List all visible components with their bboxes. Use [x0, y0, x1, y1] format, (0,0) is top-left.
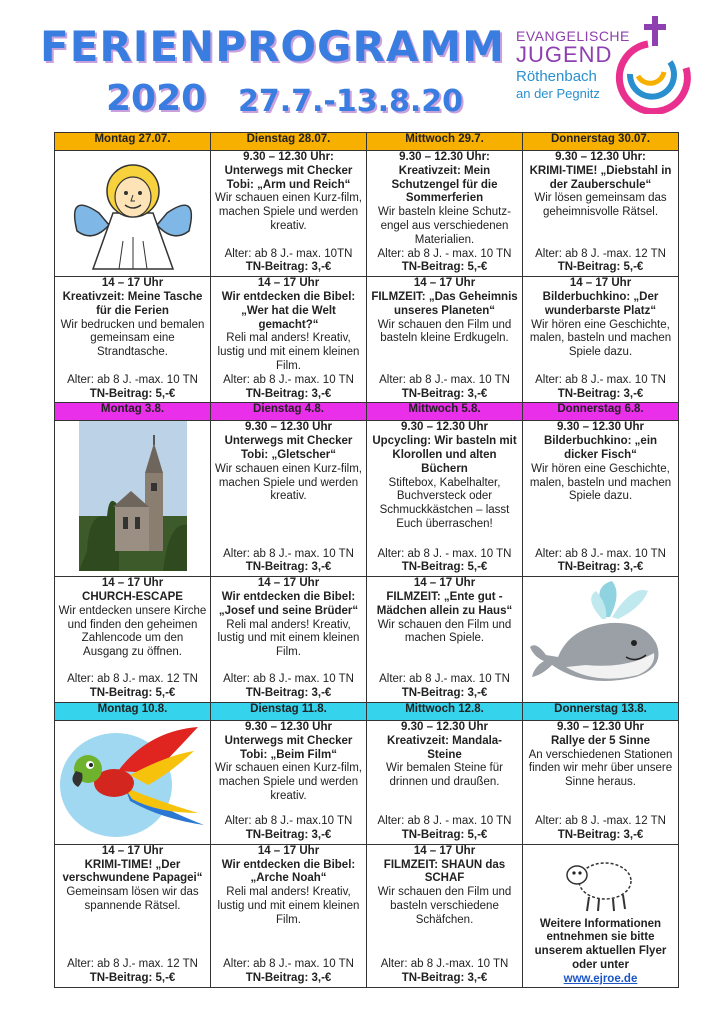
event-description: Wir schauen den Film und machen Spiele.: [377, 618, 512, 645]
event-title: Bilderbuchkino: „ein dicker Fisch“: [543, 435, 658, 461]
event-age: Alter: ab 8 J.- max.10 TN: [224, 815, 353, 828]
week-header-row: [55, 403, 679, 421]
image-cell: [55, 421, 211, 577]
event-fee: TN-Beitrag: 5,-€: [89, 971, 176, 984]
event-cell: [523, 277, 679, 403]
event-description: Gemeinsam lösen wir das spannende Rätsel.: [66, 886, 199, 912]
event-time: 14 – 17 Uhr: [101, 577, 164, 590]
event-time: 14 – 17 Uhr: [257, 844, 320, 857]
event-time: 9.30 – 12.30 Uhr: [557, 720, 644, 733]
event-description: Wir lösen gemeinsam das geheimnisvolle Rätsel.: [534, 192, 667, 219]
event-fee: TN-Beitrag: 3,-€: [245, 687, 332, 700]
event-time: 9.30 – 12.30 Uhr: [557, 421, 644, 434]
program-table: [54, 132, 679, 988]
logo-line-3: Röthenbach: [516, 68, 597, 85]
event-fee: TN-Beitrag: 3,-€: [401, 971, 488, 984]
whale-icon: [526, 577, 676, 697]
event-age: Alter: ab 8 J.- max. 10 TN: [223, 373, 354, 386]
event-fee: TN-Beitrag: 5,-€: [89, 387, 176, 400]
event-time: 14 – 17 Uhr: [569, 277, 632, 290]
image-cell: [55, 151, 211, 277]
event-cell: [211, 844, 367, 987]
event-time: 9.30 – 12.30 Uhr: [401, 421, 488, 434]
afternoon-row: [55, 844, 679, 987]
event-description: Wir hören eine Geschichte, malen, basteln und machen Spiele dazu.: [529, 462, 672, 503]
event-cell: [367, 151, 523, 277]
event-age: Alter: ab 8 J.- max. 10 TN: [223, 957, 354, 970]
event-cell: [367, 844, 523, 987]
event-cell: [523, 421, 679, 577]
morning-row: [55, 151, 679, 277]
event-age: Alter: ab 8 J.- max. 10 TN: [535, 547, 666, 560]
parrot-icon: [58, 721, 208, 839]
afternoon-row: [55, 577, 679, 703]
event-description: Wir hören eine Geschichte, malen, basteln und machen Spiele dazu.: [529, 318, 672, 359]
day-header: Mittwoch 29.7.: [367, 133, 523, 151]
event-time: 14 – 17 Uhr: [413, 577, 476, 590]
event-title: Kreativzeit: Mandala-Steine: [386, 734, 503, 761]
event-fee: TN-Beitrag: 3,-€: [401, 687, 488, 700]
day-header: Montag 3.8.: [55, 403, 211, 421]
event-age: Alter: ab 8 J. -max. 12 TN: [535, 247, 666, 260]
event-fee: TN-Beitrag: 3,-€: [245, 561, 332, 574]
event-title: FILMZEIT: „Ente gut - Mädchen allein zu Haus“: [376, 590, 513, 617]
website-link[interactable]: www.ejroe.de: [563, 972, 638, 985]
day-header: Donnerstag 13.8.: [523, 702, 679, 720]
event-age: Alter: ab 8 J.- max. 10 TN: [223, 547, 354, 560]
event-age: Alter: ab 8 J. -max. 12 TN: [535, 815, 666, 828]
event-description: Wir bemalen Steine für drinnen und draußen.: [386, 762, 503, 789]
event-title: KRIMI-TIME! „Der verschwundene Papagei“: [62, 858, 203, 885]
day-header: Montag 27.07.: [55, 133, 211, 151]
event-description: Wir schauen einen Kurz-film, machen Spiele und werden kreativ.: [215, 192, 362, 232]
image-cell: [523, 577, 679, 703]
event-description: Wir bedrucken und bemalen gemeinsam eine Strandtasche.: [60, 318, 205, 359]
event-fee: TN-Beitrag: 3,-€: [557, 561, 644, 574]
day-header: Mittwoch 12.8.: [367, 702, 523, 720]
event-fee: TN-Beitrag: 5,-€: [89, 687, 176, 700]
event-age: Alter: ab 8 J. - max. 10 TN: [377, 547, 512, 560]
event-age: Alter: ab 8 J.-max. 10 TN: [380, 957, 509, 970]
event-cell: [211, 151, 367, 277]
event-time: 14 – 17 Uhr: [257, 277, 320, 290]
info-text: Weitere Informationen entnehmen sie bitte unserem aktuellen Flyer oder unter: [534, 917, 667, 971]
event-title: KRIMI-TIME! „Diebstahl in der Zauberschule“: [529, 164, 672, 191]
event-title: Unterwegs mit Checker Tobi: „Beim Film“: [224, 734, 353, 761]
event-age: Alter: ab 8 J.- max. 10TN: [224, 247, 353, 260]
event-fee: TN-Beitrag: 5,-€: [557, 261, 644, 274]
event-cell: [367, 421, 523, 577]
event-fee: TN-Beitrag: 5,-€: [401, 828, 488, 841]
event-title: CHURCH-ESCAPE: [82, 590, 183, 603]
sheep-icon: [561, 853, 641, 913]
event-cell: [367, 577, 523, 703]
event-age: Alter: ab 8 J.- max. 10 TN: [223, 673, 354, 686]
event-age: Alter: ab 8 J.- max. 10 TN: [379, 373, 510, 386]
event-cell: [211, 277, 367, 403]
event-description: Wir schauen den Film und basteln verschiedene Schäfchen.: [377, 886, 512, 926]
image-cell: [55, 720, 211, 844]
event-description: Wir schauen den Film und basteln kleine Erdkugeln.: [377, 318, 512, 345]
event-fee: TN-Beitrag: 3,-€: [401, 387, 488, 400]
event-description: Stiftebox, Kabelhalter, Buchversteck oder Schmuckkästchen – lasst Euch überraschen!: [379, 476, 510, 530]
event-age: Alter: ab 8 J. - max. 10 TN: [377, 247, 512, 260]
day-header: Mittwoch 5.8.: [367, 403, 523, 421]
event-description: An verschiedenen Stationen finden wir mehr über unsere Sinne heraus.: [528, 748, 673, 789]
event-time: 14 – 17 Uhr: [101, 277, 164, 290]
day-header: Donnerstag 30.07.: [523, 133, 679, 151]
event-cell: [523, 720, 679, 844]
event-fee: TN-Beitrag: 3,-€: [245, 971, 332, 984]
event-title: Rallye der 5 Sinne: [550, 734, 651, 747]
event-description: Reli mal anders! Kreativ, lustig und mit einem kleinen Film.: [217, 332, 360, 372]
event-cell: [367, 720, 523, 844]
event-fee: TN-Beitrag: 5,-€: [401, 561, 488, 574]
event-description: Wir schauen einen Kurz-film, machen Spiele und werden kreativ.: [215, 762, 362, 802]
day-header: Dienstag 4.8.: [211, 403, 367, 421]
event-time: 9.30 – 12.30 Uhr:: [399, 151, 490, 163]
logo-line-4: an der Pegnitz: [516, 86, 600, 101]
event-title: Unterwegs mit Checker Tobi: „Arm und Reich“: [224, 164, 353, 191]
event-title: Wir entdecken die Bibel: „Josef und seine Brüder“: [218, 590, 359, 617]
page-date-range: 27.7.-13.8.20: [238, 84, 464, 119]
event-time: 9.30 – 12.30 Uhr:: [555, 151, 646, 163]
day-header: Montag 10.8.: [55, 702, 211, 720]
event-age: Alter: ab 8 J.- max. 10 TN: [379, 673, 510, 686]
logo-line-1: EVANGELISCHE: [516, 28, 630, 44]
event-description: Wir entdecken unsere Kirche und finden den geheimen Zahlencode um den Ausgang zu öffnen.: [58, 604, 207, 659]
day-header: Dienstag 11.8.: [211, 702, 367, 720]
event-time: 9.30 – 12.30 Uhr: [245, 720, 332, 733]
event-time: 14 – 17 Uhr: [413, 277, 476, 290]
day-header: Donnerstag 6.8.: [523, 403, 679, 421]
event-time: 9.30 – 12.30 Uhr: [245, 421, 332, 434]
page-title: FERIENPROGRAMM: [40, 22, 505, 71]
event-age: Alter: ab 8 J.- max. 12 TN: [67, 673, 198, 686]
event-cell: [55, 844, 211, 987]
event-title: Kreativzeit: Meine Tasche für die Ferien: [62, 290, 203, 317]
event-age: Alter: ab 8 J. - max. 10 TN: [377, 815, 512, 828]
event-time: 9.30 – 12.30 Uhr:: [243, 151, 334, 163]
logo: [512, 14, 702, 114]
event-description: Wir schauen einen Kurz-film, machen Spiele und werden kreativ.: [215, 462, 362, 503]
logo-line-2: JUGEND: [516, 42, 613, 67]
event-fee: TN-Beitrag: 3,-€: [245, 828, 332, 841]
event-time: 14 – 17 Uhr: [413, 844, 476, 857]
event-age: Alter: ab 8 J. -max. 10 TN: [67, 373, 198, 386]
event-description: Reli mal anders! Kreativ, lustig und mit einem kleinen Film.: [217, 886, 360, 926]
event-title: FILMZEIT: SHAUN das SCHAF: [383, 858, 506, 885]
event-title: Upcycling: Wir basteln mit Klorollen und alten Büchern: [372, 435, 517, 475]
day-header: Dienstag 28.07.: [211, 133, 367, 151]
morning-row: [55, 720, 679, 844]
event-cell: [211, 577, 367, 703]
event-cell: [367, 277, 523, 403]
event-fee: TN-Beitrag: 3,-€: [245, 261, 332, 274]
event-title: Unterwegs mit Checker Tobi: „Gletscher“: [224, 435, 353, 461]
week-header-row: [55, 133, 679, 151]
week-header-row: [55, 702, 679, 720]
event-cell: [55, 577, 211, 703]
event-time: 14 – 17 Uhr: [257, 577, 320, 590]
event-title: Wir entdecken die Bibel: „Arche Noah“: [221, 858, 356, 885]
event-title: Kreativzeit: Mein Schutzengel für die Sommerferien: [391, 164, 498, 205]
event-description: Wir basteln kleine Schutz-engel aus verschiedenen Materialien.: [378, 206, 511, 246]
event-description: Reli mal anders! Kreativ, lustig und mit einem kleinen Film.: [217, 618, 360, 659]
event-fee: TN-Beitrag: 3,-€: [245, 387, 332, 400]
event-title: Bilderbuchkino: „Der wunderbarste Platz“: [542, 290, 659, 317]
event-title: Wir entdecken die Bibel: „Wer hat die Welt gemacht?“: [221, 290, 356, 331]
event-title: FILMZEIT: „Das Geheimnis unseres Planeten“: [371, 290, 518, 317]
event-fee: TN-Beitrag: 5,-€: [401, 261, 488, 274]
church-photo: [79, 421, 187, 571]
event-cell: [211, 720, 367, 844]
event-fee: TN-Beitrag: 3,-€: [557, 828, 644, 841]
event-cell: [55, 277, 211, 403]
event-cell: [211, 421, 367, 577]
event-fee: TN-Beitrag: 3,-€: [557, 387, 644, 400]
event-age: Alter: ab 8 J.- max. 12 TN: [67, 957, 198, 970]
page-year: 2020: [106, 78, 207, 119]
cross-circle-icon: [608, 14, 694, 114]
event-time: 9.30 – 12.30 Uhr: [401, 720, 488, 733]
morning-row: [55, 421, 679, 577]
event-time: 14 – 17 Uhr: [101, 844, 164, 857]
event-age: Alter: ab 8 J.- max. 10 TN: [535, 373, 666, 386]
event-cell: [523, 151, 679, 277]
afternoon-row: [55, 277, 679, 403]
info-cell: [523, 844, 679, 987]
angel-icon: [63, 151, 203, 271]
